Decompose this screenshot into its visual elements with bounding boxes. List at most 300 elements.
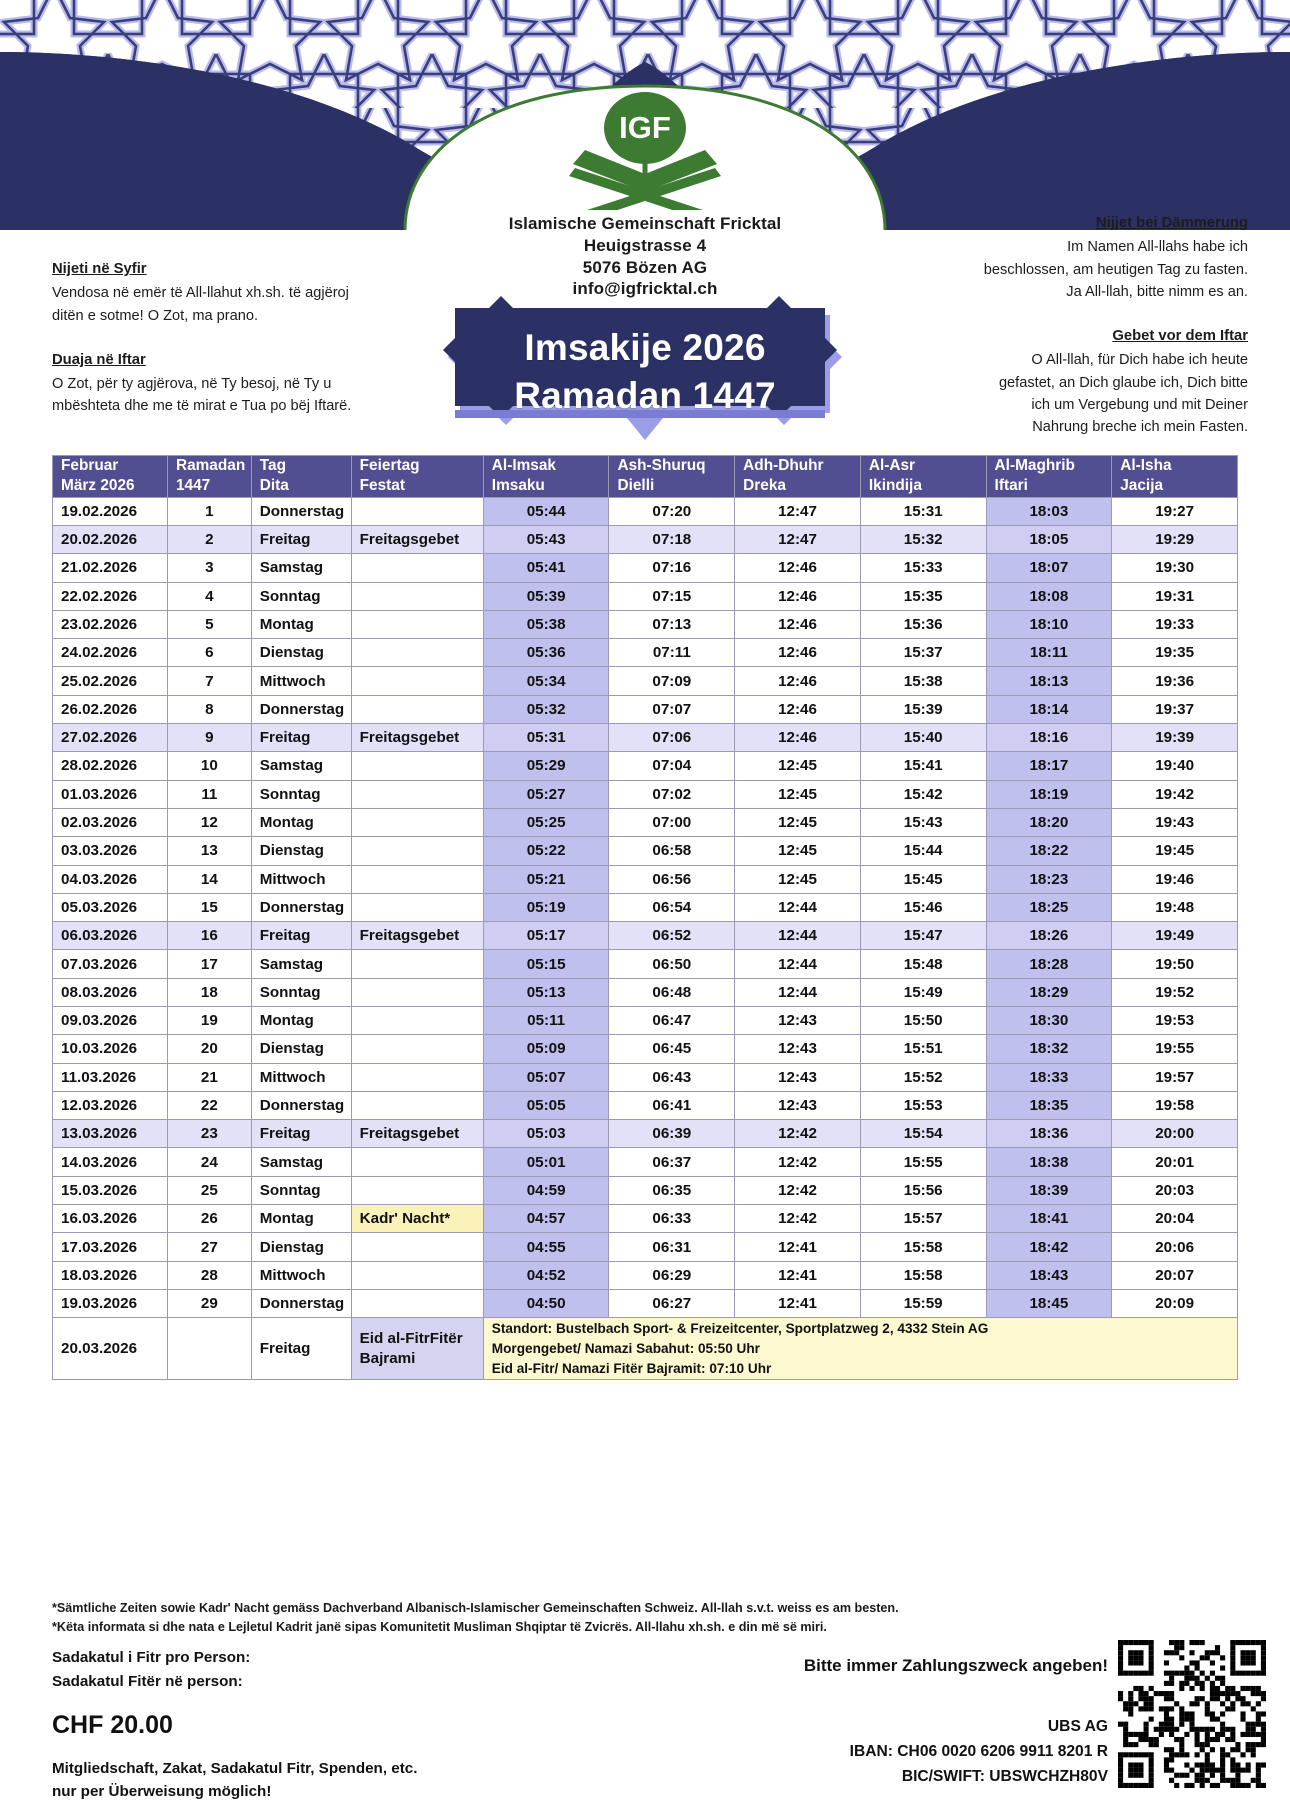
- cell-date: 20.03.2026: [53, 1318, 168, 1380]
- cell-dhuhr-time: 12:45: [735, 865, 861, 893]
- cell-ramadan-number: 25: [167, 1176, 251, 1204]
- org-email[interactable]: info@igfricktal.ch: [572, 279, 718, 299]
- cell-dhuhr-time: 12:43: [735, 1007, 861, 1035]
- cell-asr-time: 15:45: [860, 865, 986, 893]
- bank-name: UBS AG: [1047, 1717, 1108, 1735]
- cell-weekday: Sonntag: [251, 978, 351, 1006]
- cell-date: 21.02.2026: [53, 554, 168, 582]
- cell-isha-time: 20:07: [1112, 1261, 1238, 1289]
- cell-dhuhr-time: 12:46: [735, 639, 861, 667]
- cell-date: 10.03.2026: [53, 1035, 168, 1063]
- cell-weekday: Montag: [251, 610, 351, 638]
- cell-date: 11.03.2026: [53, 1063, 168, 1091]
- cell-isha-time: 19:35: [1112, 639, 1238, 667]
- cell-date: 08.03.2026: [53, 978, 168, 1006]
- cell-imsak-time: 05:31: [483, 724, 609, 752]
- dua-heading: Duaja në Iftar: [52, 351, 146, 368]
- cell-feast: [351, 667, 483, 695]
- cell-imsak-time: 04:50: [483, 1289, 609, 1317]
- cell-feast: [351, 1176, 483, 1204]
- sadaqa-label-de: Sadakatul i Fitr pro Person:: [52, 1649, 251, 1666]
- cell-feast: [351, 695, 483, 723]
- cell-ramadan-number: 2: [167, 525, 251, 553]
- cell-dhuhr-time: 12:45: [735, 837, 861, 865]
- dua-gebet-vor-iftar: [978, 325, 1248, 438]
- eid-name-de: Eid al-Fitr: [359, 1330, 430, 1348]
- cell-date: 09.03.2026: [53, 1007, 168, 1035]
- footnote-sq: *Këta informata si dhe nata e Lejletul Kadrit janë sipas Komunitetit Musliman Shqiptar të Zvicrës. All-llahu xh.sh. e din më së miri.: [52, 1619, 827, 1634]
- cell-date: 17.03.2026: [53, 1233, 168, 1261]
- cell-imsak-time: 05:05: [483, 1091, 609, 1119]
- table-row: [53, 1063, 1238, 1091]
- prayer-times-table-wrapper: [52, 455, 1238, 1380]
- cell-shuruq-time: 07:13: [609, 610, 735, 638]
- eid-info-line-2: Morgengebet/ Namazi Sabahut: 05:50 Uhr: [491, 1340, 760, 1356]
- logo-text: IGF: [619, 110, 671, 145]
- eid-info-line-3: Eid al-Fitr/ Namazi Fitër Bajramit: 07:10 Uhr: [491, 1360, 772, 1376]
- cell-maghrib-time: 18:36: [986, 1120, 1112, 1148]
- cell-shuruq-time: 06:37: [609, 1148, 735, 1176]
- payment-note-1: Mitgliedschaft, Zakat, Sadakatul Fitr, Spenden, etc.: [52, 1759, 418, 1777]
- cell-ramadan-number: 3: [167, 554, 251, 582]
- cell-shuruq-time: 07:02: [609, 780, 735, 808]
- cell-dhuhr-time: 12:41: [735, 1261, 861, 1289]
- cell-isha-time: 20:04: [1112, 1205, 1238, 1233]
- cell-date: 23.02.2026: [53, 610, 168, 638]
- bank-bic: BIC/SWIFT: UBSWCHZH80V: [901, 1768, 1108, 1786]
- table-row: [53, 1233, 1238, 1261]
- dua-body: Im Namen All-llahs habe ich beschlossen, am heutigen Tag zu fasten. Ja All-llah, bitte nimm es an.: [983, 239, 1248, 300]
- cell-dhuhr-time: 12:43: [735, 1091, 861, 1119]
- cell-feast: [351, 837, 483, 865]
- cell-isha-time: 19:37: [1112, 695, 1238, 723]
- cell-imsak-time: 04:52: [483, 1261, 609, 1289]
- cell-shuruq-time: 07:06: [609, 724, 735, 752]
- table-row: [53, 497, 1238, 525]
- cell-shuruq-time: 06:52: [609, 922, 735, 950]
- cell-date: 03.03.2026: [53, 837, 168, 865]
- cell-imsak-time: 05:01: [483, 1148, 609, 1176]
- cell-feast: Kadr' Nacht*: [351, 1205, 483, 1233]
- cell-dhuhr-time: 12:44: [735, 950, 861, 978]
- cell-ramadan-number: 18: [167, 978, 251, 1006]
- cell-ramadan-number: 26: [167, 1205, 251, 1233]
- table-row: [53, 865, 1238, 893]
- cell-maghrib-time: 18:45: [986, 1289, 1112, 1317]
- cell-asr-time: 15:44: [860, 837, 986, 865]
- table-row: [53, 667, 1238, 695]
- cell-maghrib-time: 18:25: [986, 893, 1112, 921]
- cell-dhuhr-time: 12:44: [735, 893, 861, 921]
- cell-shuruq-time: 07:00: [609, 808, 735, 836]
- cell-dhuhr-time: 12:46: [735, 610, 861, 638]
- cell-ramadan-number: 11: [167, 780, 251, 808]
- cell-weekday: Samstag: [251, 752, 351, 780]
- cell-isha-time: 19:50: [1112, 950, 1238, 978]
- cell-date: 19.03.2026: [53, 1289, 168, 1317]
- cell-asr-time: 15:38: [860, 667, 986, 695]
- cell-imsak-time: 05:43: [483, 525, 609, 553]
- cell-imsak-time: 05:07: [483, 1063, 609, 1091]
- cell-asr-time: 15:55: [860, 1148, 986, 1176]
- cell-date: 28.02.2026: [53, 752, 168, 780]
- cell-asr-time: 15:56: [860, 1176, 986, 1204]
- cell-dhuhr-time: 12:44: [735, 922, 861, 950]
- eid-name-sq: Fitër Bajrami: [359, 1330, 463, 1367]
- cell-weekday: Sonntag: [251, 1176, 351, 1204]
- cell-date: 25.02.2026: [53, 667, 168, 695]
- cell-isha-time: 20:03: [1112, 1176, 1238, 1204]
- dua-body: O Zot, për ty agjërova, në Ty besoj, në Ty u mbështeta dhe me të mirat e Tua po bëj Iftarë.: [52, 376, 352, 415]
- cell-shuruq-time: 06:29: [609, 1261, 735, 1289]
- cell-imsak-time: 05:41: [483, 554, 609, 582]
- dua-heading: Nijjet bei Dämmerung: [1095, 215, 1248, 231]
- dua-body: Vendosa në emër të All-llahut xh.sh. të agjëroj ditën e sotme! O Zot, ma prano.: [52, 285, 349, 324]
- cell-maghrib-time: 18:33: [986, 1063, 1112, 1091]
- cell-asr-time: 15:54: [860, 1120, 986, 1148]
- table-row: [53, 1035, 1238, 1063]
- cell-shuruq-time: 07:16: [609, 554, 735, 582]
- cell-shuruq-time: 06:33: [609, 1205, 735, 1233]
- cell-imsak-time: 04:55: [483, 1233, 609, 1261]
- cell-isha-time: 19:33: [1112, 610, 1238, 638]
- cell-feast: Freitagsgebet: [351, 724, 483, 752]
- cell-asr-time: 15:32: [860, 525, 986, 553]
- cell-asr-time: 15:58: [860, 1233, 986, 1261]
- table-row: [53, 610, 1238, 638]
- cell-eid-label: [351, 1318, 483, 1380]
- dua-nijjet-daemmerung: [978, 212, 1248, 303]
- cell-feast: [351, 780, 483, 808]
- cell-imsak-time: 05:09: [483, 1035, 609, 1063]
- cell-weekday: Donnerstag: [251, 695, 351, 723]
- cell-shuruq-time: 06:27: [609, 1289, 735, 1317]
- cell-ramadan-number: 14: [167, 865, 251, 893]
- footnotes: [52, 1599, 1062, 1637]
- cell-maghrib-time: 18:22: [986, 837, 1112, 865]
- footnote-de: *Sämtliche Zeiten sowie Kadr' Nacht gemäss Dachverband Albanisch-Islamischer Gemeinschaften Schweiz. All-llah s.v.t. weiss es am besten.: [52, 1601, 899, 1615]
- cell-date: 13.03.2026: [53, 1120, 168, 1148]
- cell-shuruq-time: 06:45: [609, 1035, 735, 1063]
- cell-imsak-time: 05:15: [483, 950, 609, 978]
- cell-shuruq-time: 07:04: [609, 752, 735, 780]
- cell-date: 06.03.2026: [53, 922, 168, 950]
- cell-feast: Freitagsgebet: [351, 525, 483, 553]
- cell-ramadan-number: 29: [167, 1289, 251, 1317]
- cell-dhuhr-time: 12:46: [735, 695, 861, 723]
- cell-date: 05.03.2026: [53, 893, 168, 921]
- cell-imsak-time: 05:27: [483, 780, 609, 808]
- cell-feast: [351, 978, 483, 1006]
- dua-heading: Gebet vor dem Iftar: [1112, 328, 1248, 344]
- cell-asr-time: 15:48: [860, 950, 986, 978]
- col-header-day: Tag Dita: [251, 456, 351, 498]
- cell-maghrib-time: 18:30: [986, 1007, 1112, 1035]
- cell-isha-time: 20:01: [1112, 1148, 1238, 1176]
- cell-dhuhr-time: 12:45: [735, 752, 861, 780]
- cell-weekday: Freitag: [251, 525, 351, 553]
- cell-dhuhr-time: 12:43: [735, 1035, 861, 1063]
- cell-asr-time: 15:52: [860, 1063, 986, 1091]
- cell-ramadan-number: 7: [167, 667, 251, 695]
- cell-asr-time: 15:35: [860, 582, 986, 610]
- cell-maghrib-time: 18:20: [986, 808, 1112, 836]
- cell-dhuhr-time: 12:42: [735, 1205, 861, 1233]
- table-header-row: [53, 456, 1238, 498]
- cell-dhuhr-time: 12:47: [735, 497, 861, 525]
- cell-weekday: Montag: [251, 808, 351, 836]
- cell-asr-time: 15:47: [860, 922, 986, 950]
- cell-feast: [351, 1148, 483, 1176]
- cell-imsak-time: 05:38: [483, 610, 609, 638]
- cell-asr-time: 15:46: [860, 893, 986, 921]
- cell-ramadan-number: 28: [167, 1261, 251, 1289]
- cell-isha-time: 19:27: [1112, 497, 1238, 525]
- cell-isha-time: 19:43: [1112, 808, 1238, 836]
- cell-dhuhr-time: 12:45: [735, 808, 861, 836]
- cell-weekday: Freitag: [251, 724, 351, 752]
- cell-ramadan-number: 13: [167, 837, 251, 865]
- col-header-ramadan: Ramadan 1447: [167, 456, 251, 498]
- cell-date: 04.03.2026: [53, 865, 168, 893]
- cell-ramadan-number: 1: [167, 497, 251, 525]
- dua-nijeti-syfir: [52, 258, 352, 327]
- cell-maghrib-time: 18:26: [986, 922, 1112, 950]
- cell-feast: [351, 950, 483, 978]
- cell-dhuhr-time: 12:44: [735, 978, 861, 1006]
- cell-ramadan-number: 10: [167, 752, 251, 780]
- cell-dhuhr-time: 12:47: [735, 525, 861, 553]
- cell-feast: [351, 497, 483, 525]
- org-city: 5076 Bözen AG: [582, 257, 708, 277]
- cell-shuruq-time: 06:41: [609, 1091, 735, 1119]
- cell-imsak-time: 05:44: [483, 497, 609, 525]
- cell-ramadan-number: 12: [167, 808, 251, 836]
- payment-purpose-notice: Bitte immer Zahlungszweck angeben!: [803, 1656, 1108, 1675]
- cell-isha-time: 19:42: [1112, 780, 1238, 808]
- cell-weekday: Dienstag: [251, 837, 351, 865]
- cell-isha-time: 19:29: [1112, 525, 1238, 553]
- cell-weekday: Freitag: [251, 922, 351, 950]
- cell-weekday: Montag: [251, 1205, 351, 1233]
- cell-asr-time: 15:39: [860, 695, 986, 723]
- cell-ramadan-number: 9: [167, 724, 251, 752]
- cell-imsak-time: 05:03: [483, 1120, 609, 1148]
- table-row: [53, 1091, 1238, 1119]
- eid-al-fitr-row: [53, 1318, 1238, 1380]
- cell-asr-time: 15:51: [860, 1035, 986, 1063]
- table-row: [53, 780, 1238, 808]
- cell-ramadan-number: 8: [167, 695, 251, 723]
- cell-shuruq-time: 07:18: [609, 525, 735, 553]
- table-row: [53, 1261, 1238, 1289]
- cell-ramadan-number: 22: [167, 1091, 251, 1119]
- cell-weekday: Samstag: [251, 950, 351, 978]
- cell-isha-time: 20:09: [1112, 1289, 1238, 1317]
- cell-isha-time: 19:49: [1112, 922, 1238, 950]
- cell-asr-time: 15:33: [860, 554, 986, 582]
- cell-weekday: Mittwoch: [251, 1261, 351, 1289]
- cell-weekday: Mittwoch: [251, 667, 351, 695]
- table-row: [53, 1205, 1238, 1233]
- org-name: Islamische Gemeinschaft Fricktal: [508, 214, 782, 233]
- org-street: Heuigstrasse 4: [583, 235, 707, 255]
- cell-imsak-time: 05:17: [483, 922, 609, 950]
- cell-asr-time: 15:37: [860, 639, 986, 667]
- cell-asr-time: 15:53: [860, 1091, 986, 1119]
- cell-isha-time: 20:06: [1112, 1233, 1238, 1261]
- cell-shuruq-time: 06:48: [609, 978, 735, 1006]
- table-row: [53, 837, 1238, 865]
- cell-maghrib-time: 18:35: [986, 1091, 1112, 1119]
- cell-ramadan-number: 19: [167, 1007, 251, 1035]
- cell-maghrib-time: 18:23: [986, 865, 1112, 893]
- cell-imsak-time: 05:21: [483, 865, 609, 893]
- qr-code[interactable]: [1118, 1640, 1266, 1788]
- cell-feast: [351, 1063, 483, 1091]
- cell-asr-time: 15:57: [860, 1205, 986, 1233]
- cell-weekday: Montag: [251, 1007, 351, 1035]
- cell-ramadan-number: 17: [167, 950, 251, 978]
- table-row: [53, 554, 1238, 582]
- table-body: [53, 497, 1238, 1380]
- cell-maghrib-time: 18:42: [986, 1233, 1112, 1261]
- cell-date: 27.02.2026: [53, 724, 168, 752]
- cell-isha-time: 19:46: [1112, 865, 1238, 893]
- table-row: [53, 1289, 1238, 1317]
- cell-feast: [351, 639, 483, 667]
- cell-imsak-time: 05:19: [483, 893, 609, 921]
- table-row: [53, 808, 1238, 836]
- cell-dhuhr-time: 12:46: [735, 554, 861, 582]
- prayer-times-table: [52, 455, 1238, 1380]
- cell-isha-time: 19:40: [1112, 752, 1238, 780]
- cell-imsak-time: 04:57: [483, 1205, 609, 1233]
- cell-ramadan-number: 21: [167, 1063, 251, 1091]
- cell-date: 19.02.2026: [53, 497, 168, 525]
- title-plaque: [437, 296, 853, 448]
- cell-dhuhr-time: 12:43: [735, 1063, 861, 1091]
- cell-shuruq-time: 07:09: [609, 667, 735, 695]
- col-header-date: Februar März 2026: [53, 456, 168, 498]
- cell-feast: [351, 1233, 483, 1261]
- cell-weekday: Sonntag: [251, 582, 351, 610]
- cell-asr-time: 15:41: [860, 752, 986, 780]
- cell-dhuhr-time: 12:46: [735, 582, 861, 610]
- cell-shuruq-time: 06:43: [609, 1063, 735, 1091]
- cell-shuruq-time: 06:39: [609, 1120, 735, 1148]
- cell-shuruq-time: 07:07: [609, 695, 735, 723]
- table-row: [53, 1120, 1238, 1148]
- cell-isha-time: 19:57: [1112, 1063, 1238, 1091]
- cell-maghrib-time: 18:28: [986, 950, 1112, 978]
- col-header-imsak: Al-Imsak Imsaku: [483, 456, 609, 498]
- cell-dhuhr-time: 12:42: [735, 1176, 861, 1204]
- cell-date: 07.03.2026: [53, 950, 168, 978]
- cell-feast: [351, 554, 483, 582]
- cell-date: 26.02.2026: [53, 695, 168, 723]
- cell-shuruq-time: 07:15: [609, 582, 735, 610]
- cell-asr-time: 15:59: [860, 1289, 986, 1317]
- cell-dhuhr-time: 12:41: [735, 1233, 861, 1261]
- cell-weekday: Dienstag: [251, 639, 351, 667]
- igf-logo: [545, 88, 745, 210]
- cell-weekday: Freitag: [251, 1318, 351, 1380]
- cell-isha-time: 19:53: [1112, 1007, 1238, 1035]
- cell-date: 16.03.2026: [53, 1205, 168, 1233]
- cell-feast: [351, 1261, 483, 1289]
- footer-sadaqa-block: [52, 1646, 612, 1804]
- cell-maghrib-time: 18:43: [986, 1261, 1112, 1289]
- title-line-1: Imsakije 2026: [524, 327, 766, 368]
- table-row: [53, 724, 1238, 752]
- col-header-asr: Al-Asr Ikindija: [860, 456, 986, 498]
- cell-weekday: Dienstag: [251, 1035, 351, 1063]
- table-row: [53, 695, 1238, 723]
- col-header-maghrib: Al-Maghrib Iftari: [986, 456, 1112, 498]
- cell-imsak-time: 05:11: [483, 1007, 609, 1035]
- cell-maghrib-time: 18:11: [986, 639, 1112, 667]
- cell-ramadan-number: [167, 1318, 251, 1380]
- cell-weekday: Donnerstag: [251, 1289, 351, 1317]
- cell-maghrib-time: 18:16: [986, 724, 1112, 752]
- cell-feast: [351, 582, 483, 610]
- cell-dhuhr-time: 12:42: [735, 1148, 861, 1176]
- cell-shuruq-time: 06:58: [609, 837, 735, 865]
- cell-date: 02.03.2026: [53, 808, 168, 836]
- cell-isha-time: 19:55: [1112, 1035, 1238, 1063]
- cell-ramadan-number: 16: [167, 922, 251, 950]
- cell-weekday: Samstag: [251, 1148, 351, 1176]
- cell-maghrib-time: 18:38: [986, 1148, 1112, 1176]
- title-line-2: Ramadan 1447: [514, 375, 776, 416]
- cell-imsak-time: 05:39: [483, 582, 609, 610]
- cell-asr-time: 15:43: [860, 808, 986, 836]
- cell-isha-time: 19:36: [1112, 667, 1238, 695]
- cell-feast: [351, 1007, 483, 1035]
- cell-feast: [351, 1091, 483, 1119]
- cell-weekday: Mittwoch: [251, 1063, 351, 1091]
- cell-maghrib-time: 18:19: [986, 780, 1112, 808]
- sadaqa-amount: CHF 20.00: [52, 1711, 173, 1740]
- cell-maghrib-time: 18:10: [986, 610, 1112, 638]
- cell-imsak-time: 05:29: [483, 752, 609, 780]
- cell-isha-time: 19:48: [1112, 893, 1238, 921]
- cell-dhuhr-time: 12:46: [735, 724, 861, 752]
- cell-shuruq-time: 06:56: [609, 865, 735, 893]
- plaque-shape: [437, 296, 853, 448]
- cell-shuruq-time: 06:50: [609, 950, 735, 978]
- cell-weekday: Mittwoch: [251, 865, 351, 893]
- payment-note-2: nur per Überweisung möglich!: [52, 1783, 272, 1801]
- cell-date: 20.02.2026: [53, 525, 168, 553]
- cell-imsak-time: 04:59: [483, 1176, 609, 1204]
- cell-isha-time: 19:58: [1112, 1091, 1238, 1119]
- cell-asr-time: 15:49: [860, 978, 986, 1006]
- cell-asr-time: 15:36: [860, 610, 986, 638]
- sadaqa-label-sq: Sadakatul Fitër në person:: [52, 1672, 243, 1690]
- cell-imsak-time: 05:13: [483, 978, 609, 1006]
- cell-date: 01.03.2026: [53, 780, 168, 808]
- table-row: [53, 639, 1238, 667]
- cell-date: 18.03.2026: [53, 1261, 168, 1289]
- cell-feast: [351, 893, 483, 921]
- cell-weekday: Donnerstag: [251, 497, 351, 525]
- cell-dhuhr-time: 12:46: [735, 667, 861, 695]
- cell-ramadan-number: 4: [167, 582, 251, 610]
- dua-heading: Nijeti në Syfir: [52, 261, 147, 277]
- cell-maghrib-time: 18:07: [986, 554, 1112, 582]
